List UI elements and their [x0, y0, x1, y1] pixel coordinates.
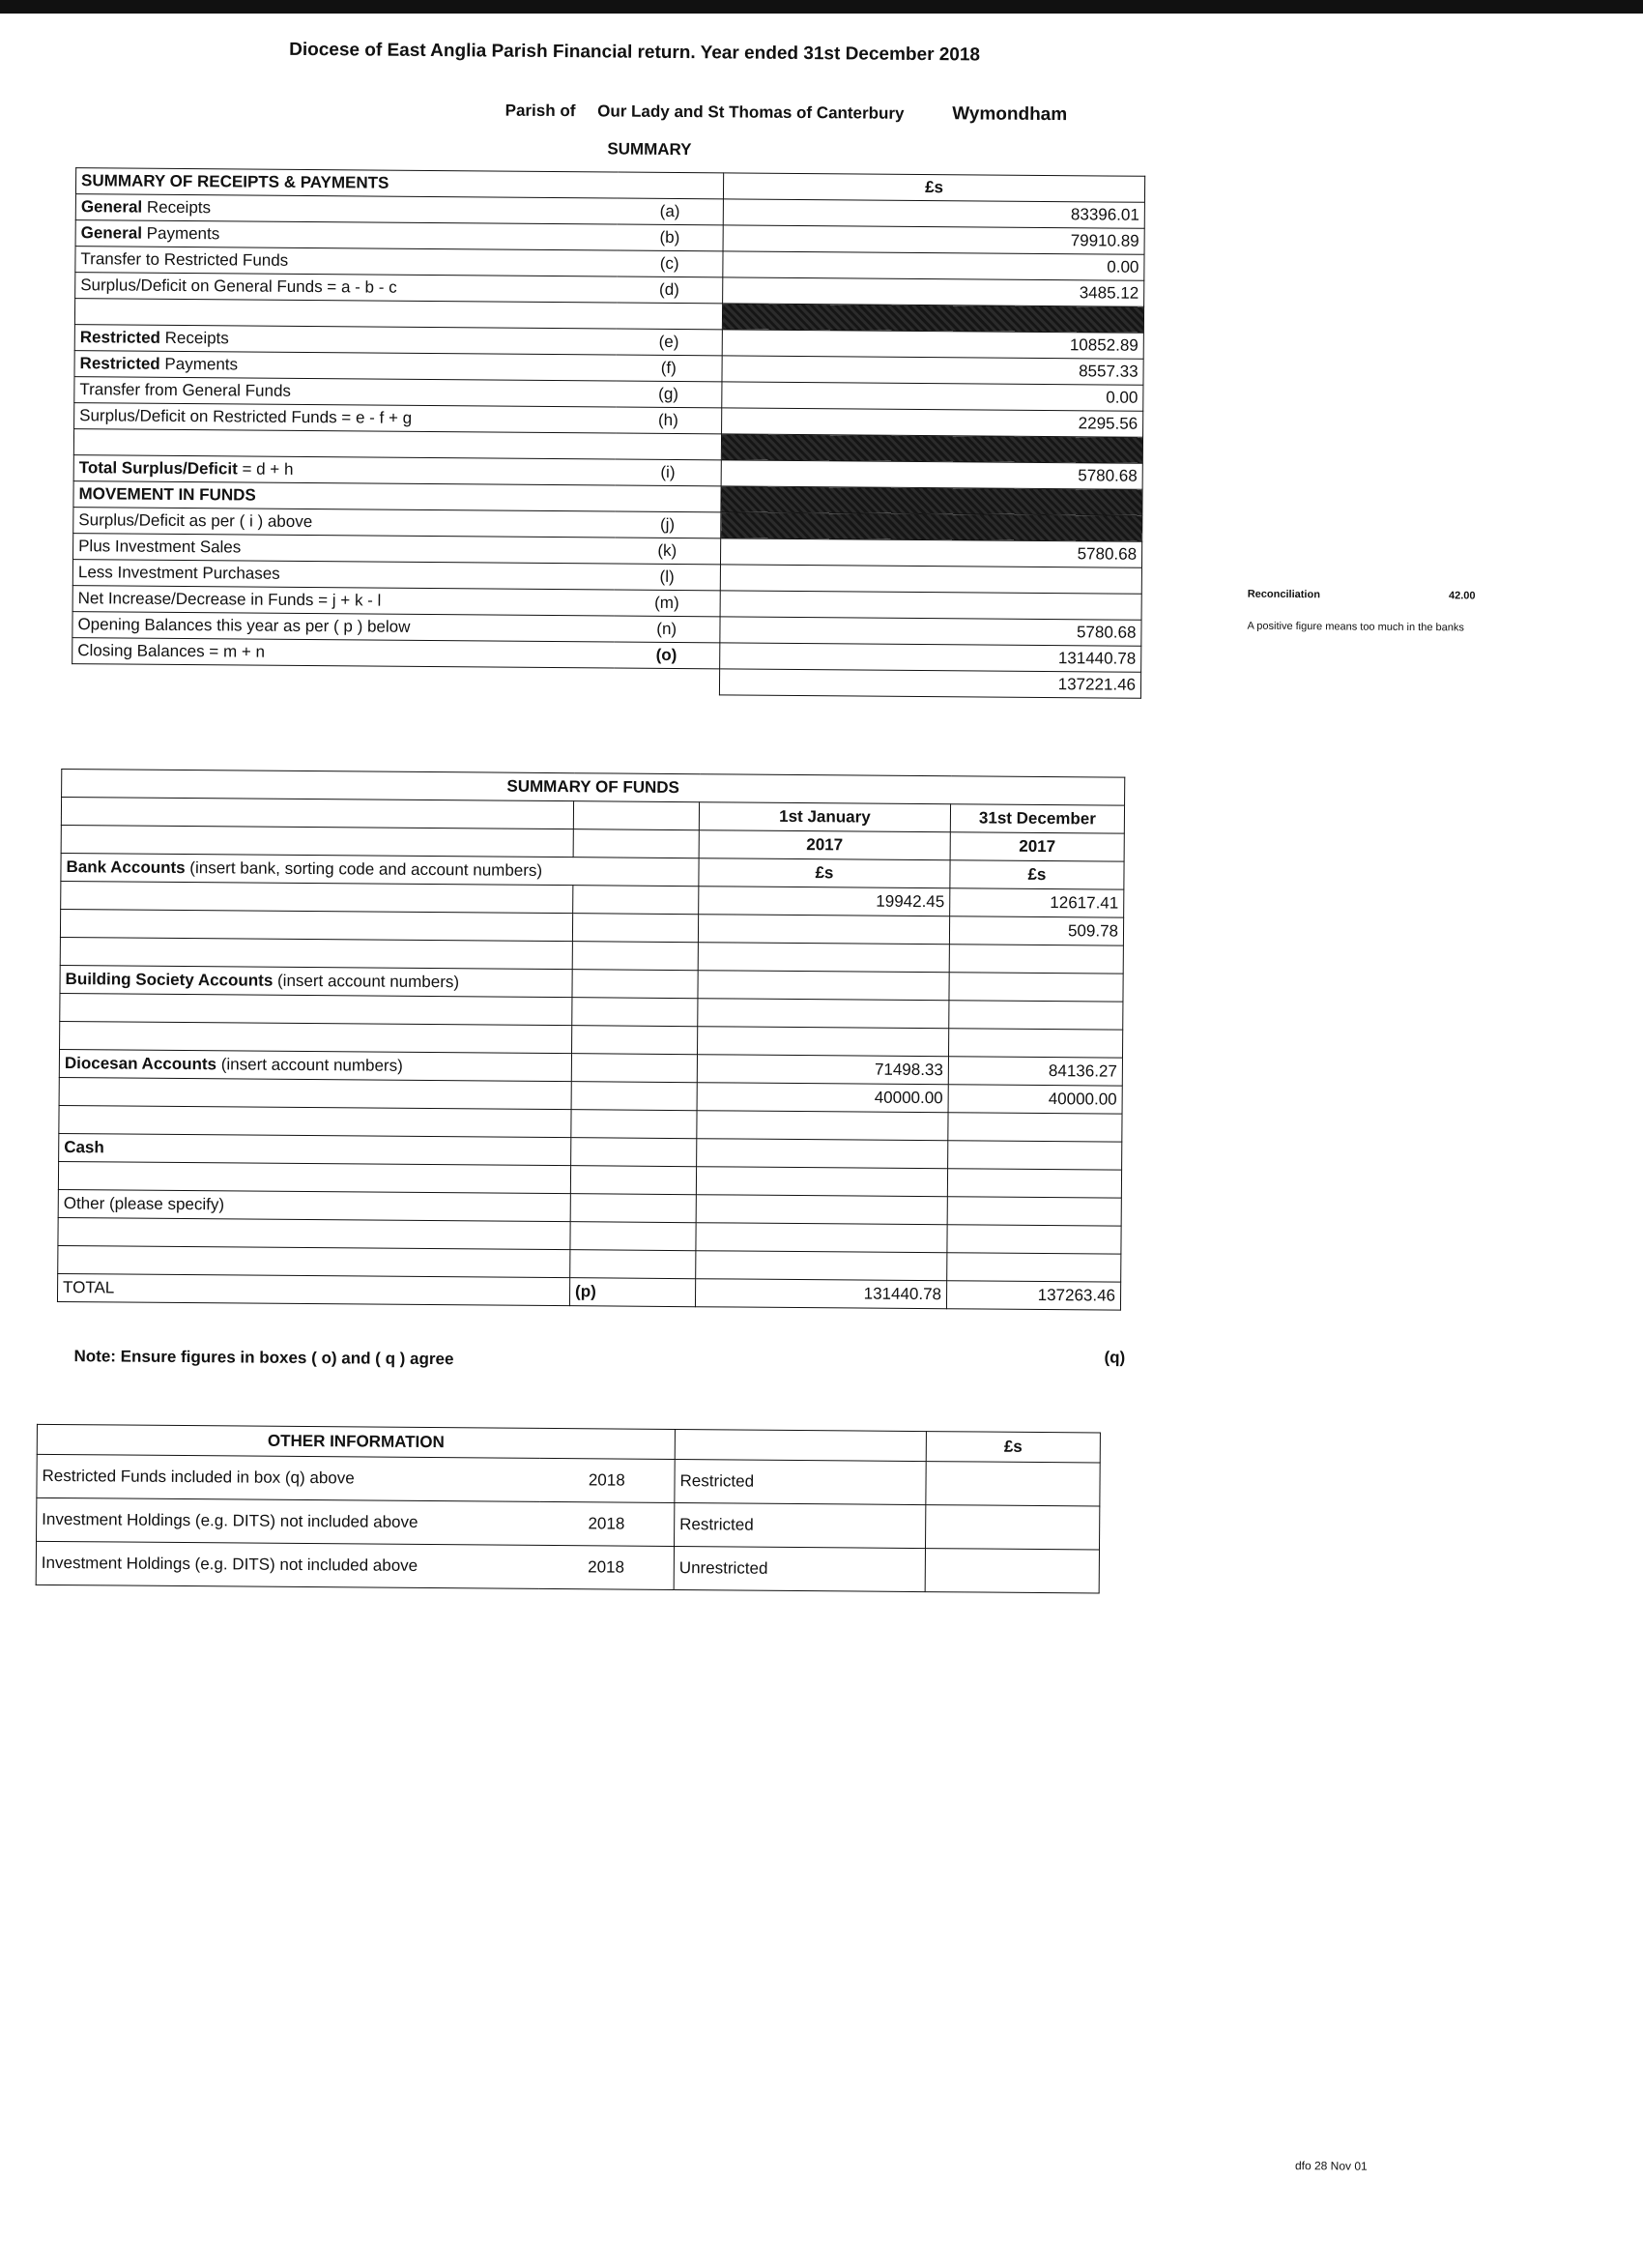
shaded-cell — [721, 434, 1142, 463]
row-code: (o) — [614, 642, 720, 669]
reconciliation-note: A positive figure means too much in the banks — [1247, 620, 1464, 634]
summary-heading: SUMMARY — [607, 139, 692, 160]
bank-value-dec: 12617.41 — [950, 888, 1124, 917]
empty-cell — [696, 1195, 947, 1225]
row-amount — [926, 1462, 1100, 1506]
row-type: Unrestricted — [674, 1547, 925, 1592]
empty-cell — [60, 1022, 572, 1054]
row-amount — [925, 1549, 1099, 1593]
row-code: (m) — [614, 590, 720, 617]
empty-cell — [947, 1169, 1121, 1198]
reconciliation-label: Reconciliation — [1247, 588, 1320, 601]
document-title: Diocese of East Anglia Parish Financial return. Year ended 31st December 2018 — [289, 39, 981, 66]
row-value — [720, 565, 1141, 594]
row-value: 5780.68 — [721, 460, 1142, 489]
empty-cell — [947, 1225, 1121, 1254]
row-value: 0.00 — [722, 382, 1143, 411]
row-code: (l) — [614, 564, 720, 591]
building-society-label: Building Society Accounts (insert account numbers) — [60, 966, 572, 998]
empty-cell — [572, 914, 698, 943]
col2-year: 2017 — [950, 832, 1124, 861]
diocesan-value-jan: 40000.00 — [697, 1083, 948, 1113]
empty-cell — [696, 1223, 947, 1253]
other-information-table — [36, 1424, 1101, 1594]
row-label: Restricted Funds included in box (q) above — [37, 1454, 539, 1501]
receipts-payments-table — [72, 167, 1145, 699]
empty-cell — [570, 1194, 696, 1223]
bank-value-dec: 509.78 — [949, 916, 1123, 945]
empty-cell — [572, 942, 698, 971]
closing-balance-value: 137221.46 — [719, 669, 1140, 698]
row-type: Restricted — [675, 1460, 926, 1505]
diocesan-value-jan: 71498.33 — [697, 1055, 948, 1085]
row-value: 79910.89 — [723, 225, 1144, 254]
bank-accounts-label: Bank Accounts (insert bank, sorting code and account numbers) — [61, 854, 699, 887]
empty-cell — [947, 1253, 1121, 1282]
row-value: 131440.78 — [720, 643, 1141, 672]
diocesan-accounts-label: Diocesan Accounts (insert account numbers) — [59, 1050, 571, 1082]
bank-value-jan: 19942.45 — [699, 887, 950, 916]
footer-stamp: dfo 28 Nov 01 — [1294, 2159, 1368, 2173]
empty-cell — [572, 1026, 698, 1055]
row-code: (g) — [616, 381, 722, 408]
empty-cell — [573, 801, 699, 830]
total-label: TOTAL — [57, 1274, 569, 1306]
reconciliation-value: 42.00 — [1448, 590, 1476, 602]
empty-cell — [60, 938, 572, 970]
row-value: 83396.01 — [723, 199, 1144, 228]
empty-cell — [948, 1141, 1122, 1170]
empty-cell — [675, 1430, 926, 1462]
empty-cell — [571, 1082, 697, 1111]
empty-cell — [949, 973, 1123, 1002]
empty-cell — [58, 1246, 570, 1278]
total-q-code: (q) — [1104, 1348, 1126, 1367]
empty-cell — [573, 829, 699, 858]
empty-cell — [698, 971, 949, 1001]
row-year: 2018 — [539, 1501, 675, 1546]
row-label: Surplus/Deficit on General Funds = a - b - c — [75, 273, 617, 303]
parish-label: Parish of — [504, 101, 576, 121]
empty-cell — [949, 1001, 1123, 1030]
row-label: Opening Balances this year as per ( p ) below — [72, 612, 614, 642]
parish-name: Our Lady and St Thomas of Canterbury — [597, 102, 905, 123]
row-code: (b) — [617, 224, 723, 251]
shaded-cell — [722, 304, 1143, 333]
total-code: (p) — [569, 1278, 695, 1307]
shaded-cell — [721, 512, 1142, 541]
row-label: Total Surplus/Deficit = d + h — [73, 455, 615, 485]
row-label: Closing Balances = m + n — [72, 638, 614, 668]
other-label: Other (please specify) — [58, 1190, 570, 1222]
row-label: Investment Holdings (e.g. DITS) not included above — [37, 1497, 539, 1545]
row-amount — [926, 1505, 1100, 1550]
row-code: (c) — [617, 250, 723, 277]
parish-town: Wymondham — [952, 103, 1068, 126]
empty-cell — [698, 999, 949, 1029]
row-label: General Receipts — [75, 194, 617, 224]
empty-cell — [60, 994, 572, 1026]
summary-of-funds-table — [57, 769, 1125, 1311]
empty-cell — [697, 1111, 948, 1141]
empty-cell — [696, 1167, 947, 1197]
row-type: Restricted — [675, 1503, 926, 1549]
empty-cell — [570, 1250, 696, 1279]
row-code: (k) — [614, 538, 720, 565]
col2-currency: £s — [950, 860, 1124, 889]
empty-cell — [571, 1110, 697, 1139]
empty-cell — [61, 798, 573, 829]
row-value: 0.00 — [723, 251, 1144, 280]
row-year: 2018 — [539, 1458, 675, 1502]
row-label: General Payments — [75, 220, 617, 250]
row-label: Surplus/Deficit as per ( i ) above — [73, 508, 615, 538]
row-code: (i) — [615, 459, 721, 486]
empty-cell — [570, 1166, 696, 1195]
currency-header: £s — [723, 173, 1144, 202]
table-row — [36, 1541, 1099, 1593]
row-label: Less Investment Purchases — [72, 560, 614, 590]
row-label: Net Increase/Decrease in Funds = j + k - l — [72, 586, 614, 616]
row-code: (a) — [617, 198, 723, 225]
row-value — [720, 591, 1141, 620]
row-value: 5780.68 — [721, 538, 1142, 567]
row-label: Plus Investment Sales — [73, 534, 615, 564]
row-label: Investment Holdings (e.g. DITS) not included above — [36, 1541, 538, 1588]
other-info-heading: OTHER INFORMATION — [37, 1424, 675, 1459]
empty-cell — [61, 882, 573, 914]
spacer-cell — [72, 664, 719, 695]
total-jan: 131440.78 — [695, 1279, 946, 1309]
row-code: (n) — [614, 616, 720, 643]
funds-heading: SUMMARY OF FUNDS — [62, 770, 1125, 806]
col1-year: 2017 — [699, 830, 950, 860]
empty-cell — [571, 1054, 697, 1083]
empty-cell — [572, 970, 698, 999]
row-label: Restricted Receipts — [74, 325, 616, 355]
receipts-heading: SUMMARY OF RECEIPTS & PAYMENTS — [75, 168, 723, 199]
parish-line — [505, 101, 1068, 127]
row-code: (d) — [617, 276, 723, 304]
movement-heading: MOVEMENT IN FUNDS — [73, 481, 721, 512]
empty-cell — [61, 826, 573, 858]
row-year: 2018 — [538, 1545, 674, 1589]
row-value: 10852.89 — [722, 330, 1143, 359]
bank-value-jan — [698, 943, 949, 973]
row-code: (j) — [615, 511, 721, 538]
empty-cell — [58, 1162, 570, 1194]
empty-cell — [573, 886, 699, 915]
row-label: Surplus/Deficit on Restricted Funds = e - f + g — [74, 403, 616, 433]
row-value: 5780.68 — [720, 617, 1141, 646]
row-label: Restricted Payments — [74, 351, 616, 381]
empty-cell — [59, 1078, 571, 1110]
row-value: 3485.12 — [723, 277, 1144, 306]
row-label: Transfer from General Funds — [74, 377, 616, 407]
agreement-note: Note: Ensure figures in boxes ( o) and ( q ) agree — [73, 1347, 454, 1369]
row-value: 2295.56 — [722, 408, 1143, 437]
empty-cell — [59, 1106, 571, 1138]
empty-cell — [698, 1027, 949, 1057]
empty-cell — [572, 998, 698, 1027]
row-label: Transfer to Restricted Funds — [75, 247, 617, 276]
bank-value-dec — [949, 945, 1123, 974]
empty-cell — [947, 1197, 1121, 1226]
empty-cell — [571, 1138, 697, 1167]
empty-cell — [58, 1218, 570, 1250]
empty-cell — [60, 910, 572, 942]
empty-cell — [948, 1029, 1122, 1058]
total-dec: 137263.46 — [946, 1281, 1120, 1310]
bank-value-jan — [698, 915, 949, 945]
diocesan-value-dec: 40000.00 — [948, 1085, 1122, 1114]
row-code: (h) — [616, 407, 722, 434]
shaded-cell — [721, 486, 1142, 515]
row-code: (f) — [616, 355, 722, 382]
row-value: 8557.33 — [722, 356, 1143, 385]
row-code: (e) — [616, 329, 722, 356]
reconciliation — [1248, 589, 1476, 602]
empty-cell — [948, 1113, 1122, 1142]
diocesan-value-dec: 84136.27 — [948, 1057, 1122, 1086]
empty-cell — [697, 1139, 948, 1169]
col-31st-december: 31st December — [950, 804, 1124, 833]
col-1st-january: 1st January — [699, 802, 950, 832]
empty-cell — [696, 1251, 947, 1281]
empty-cell — [570, 1222, 696, 1251]
cash-label: Cash — [59, 1134, 571, 1166]
other-info-currency: £s — [926, 1432, 1100, 1463]
col1-currency: £s — [699, 858, 950, 888]
